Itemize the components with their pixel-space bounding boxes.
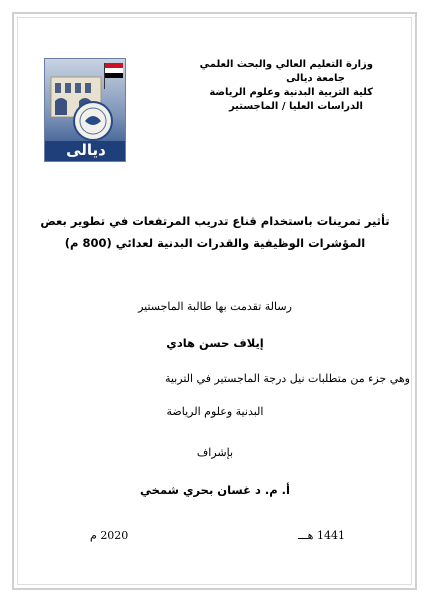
- thesis-label: رسالة تقدمت بها طالبة الماجستير: [138, 300, 292, 313]
- supervision-label: بإشراف: [196, 446, 234, 459]
- college-name: كلية التربية البدنية وعلوم الرياضة: [209, 87, 373, 98]
- studies-level: الدراسات العليا / الماجستير: [228, 101, 363, 112]
- ministry-name: وزارة التعليم العالي والبحث العلمي: [199, 59, 373, 70]
- gregorian-year: 2020 م: [90, 529, 129, 542]
- purpose-line-1: وهي جزء من متطلبات نيل درجة الماجستير في التربية: [164, 372, 410, 385]
- institution-header: [153, 58, 373, 114]
- logo-text: ديالى: [66, 141, 106, 159]
- university-name: جامعة ديالى: [286, 73, 345, 84]
- author-name: إيلاف حسن هادي: [166, 336, 264, 350]
- thesis-title-line-1: تأثير تمرينات باستخدام قناع تدريب المرتفعات في تطوير بعض: [40, 214, 390, 228]
- purpose-line-2: البدنية وعلوم الرياضة: [166, 405, 264, 418]
- university-logo: [44, 58, 126, 162]
- thesis-title-line-2: المؤشرات الوظيفية والقدرات البدنية لعدائي (800 م): [64, 236, 366, 250]
- supervisor-name: أ. م. د غسان بحري شمخي: [140, 483, 290, 497]
- hijri-year: 1441 هـــ: [298, 529, 345, 542]
